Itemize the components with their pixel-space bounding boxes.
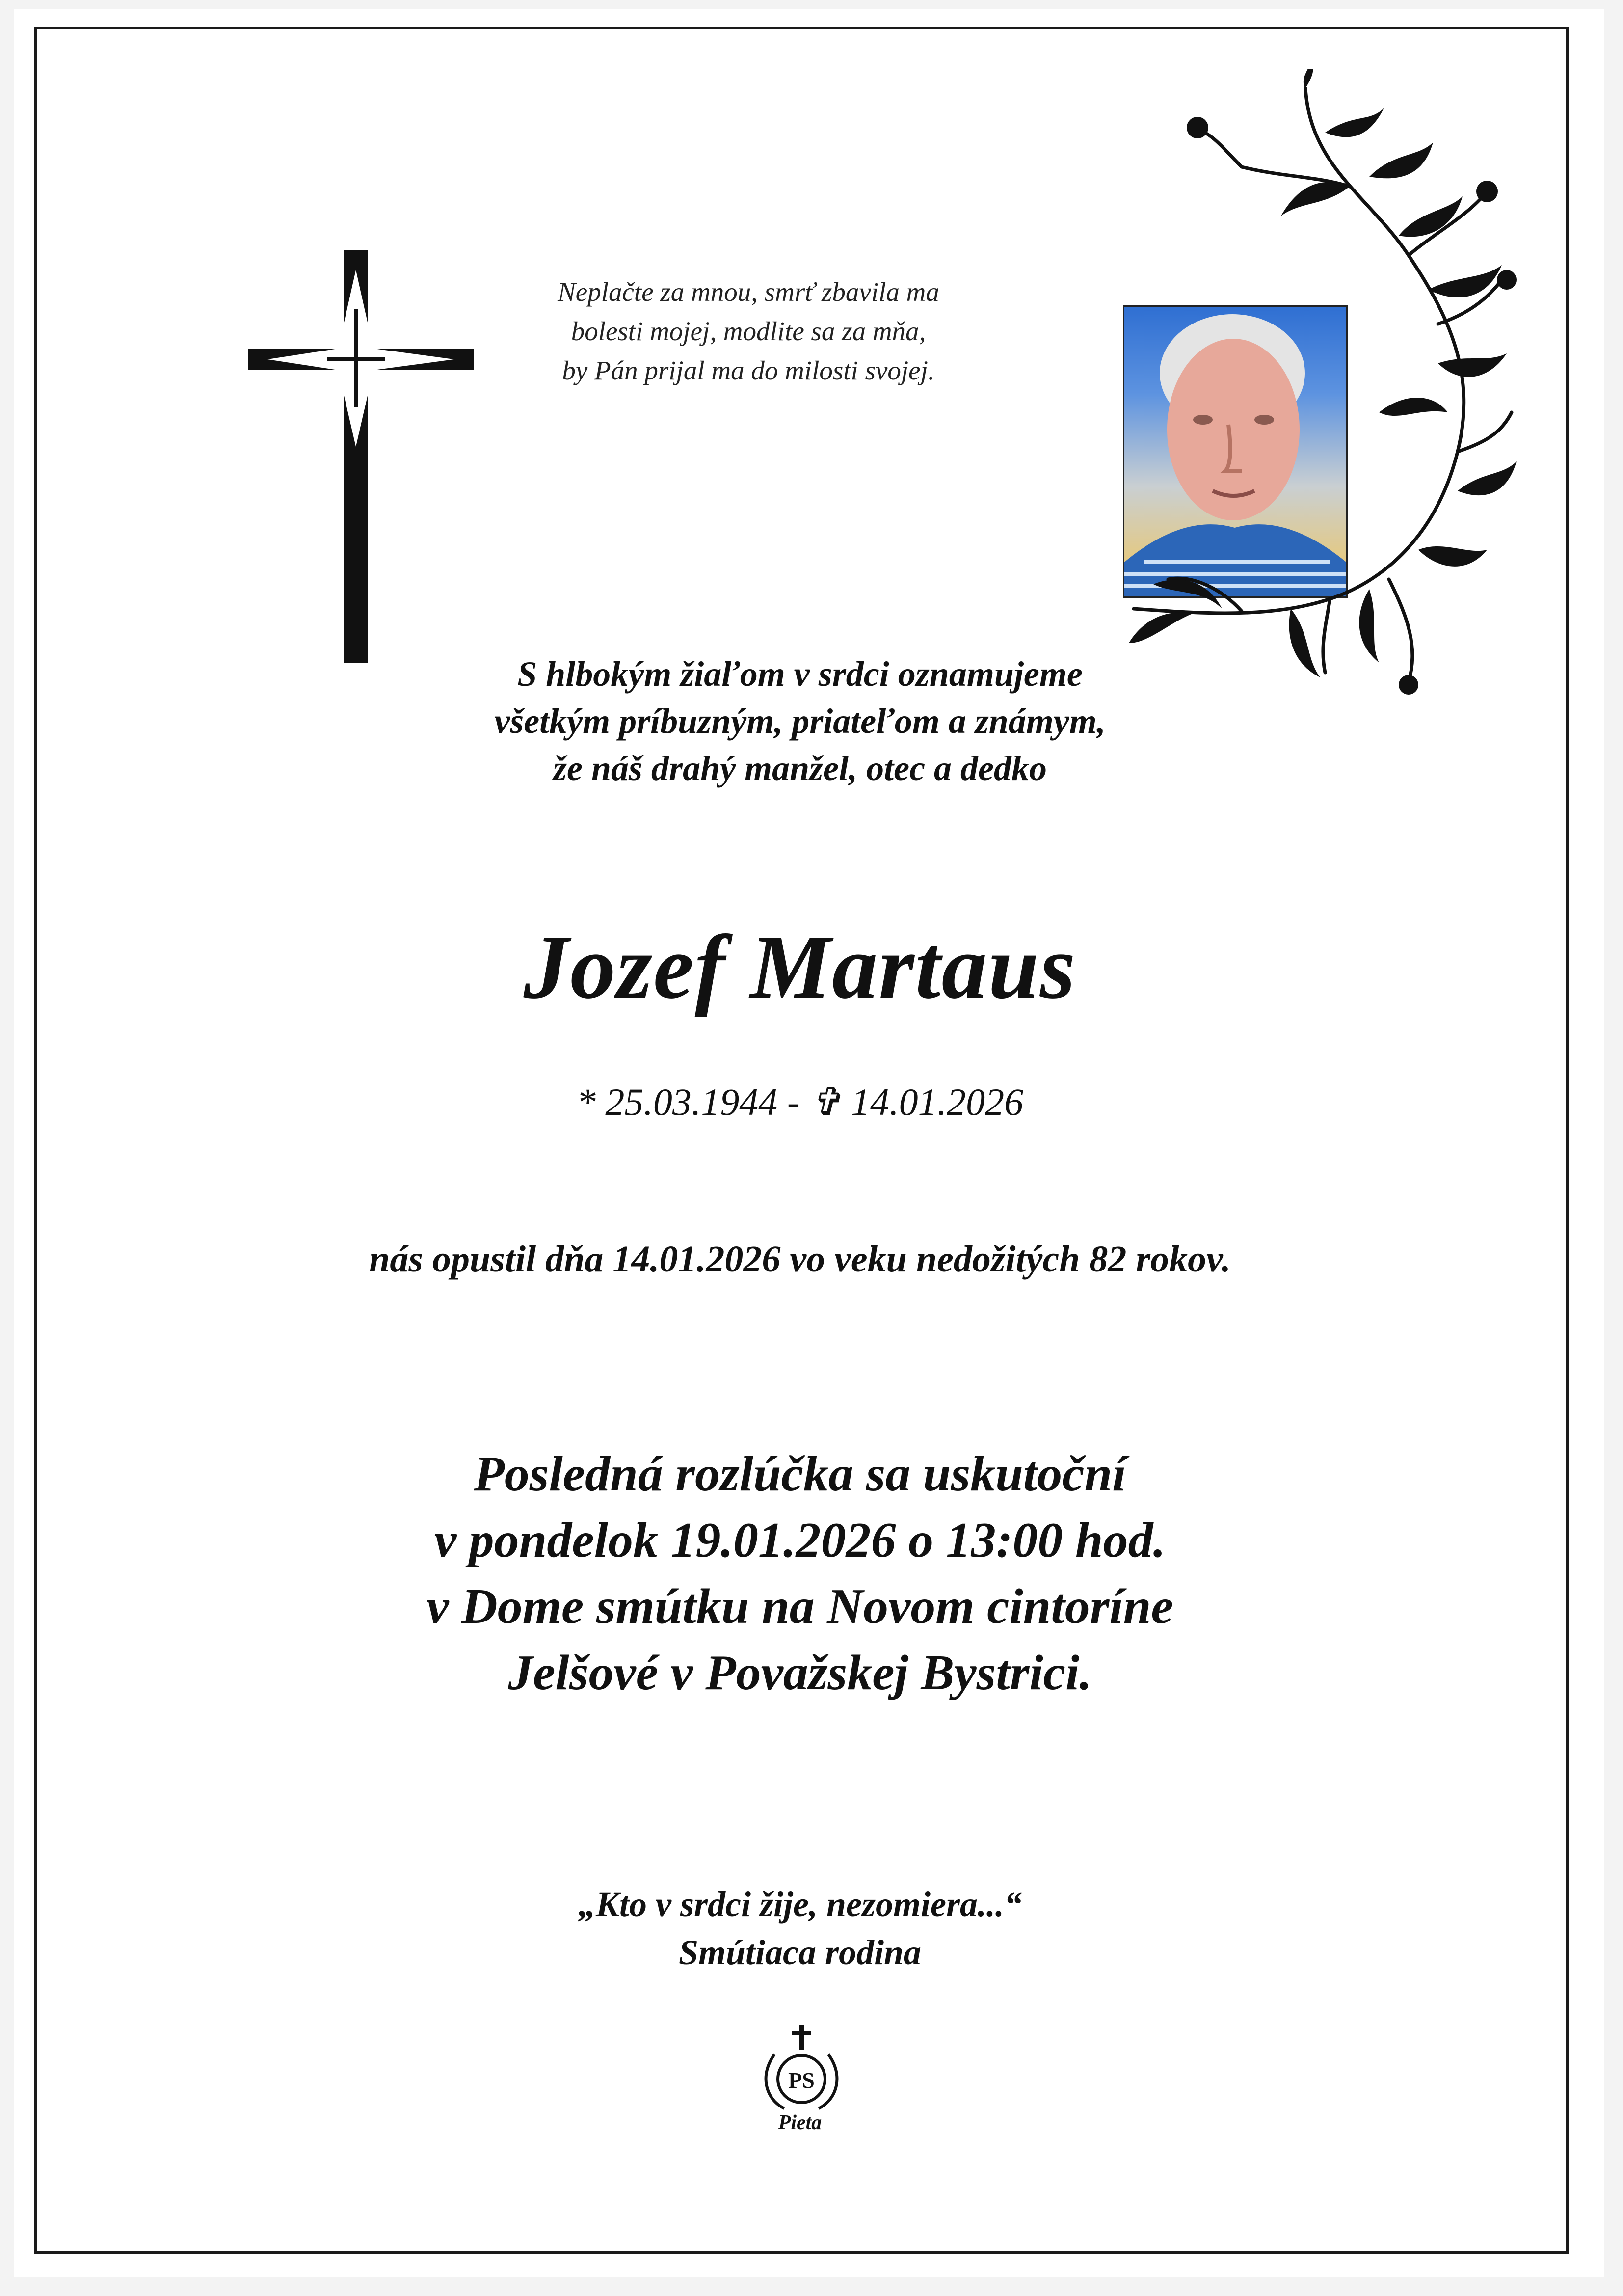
floral-vine-icon [1094, 69, 1521, 717]
logo-name: Pieta [778, 2111, 822, 2134]
family-signature: Smútiaca rodina [678, 1933, 922, 1972]
intro-line: S hlbokým žiaľom v srdci oznamujeme [517, 654, 1083, 694]
life-dates [344, 1078, 1256, 1127]
intro-line: že náš drahý manžel, otec a dedko [553, 749, 1047, 788]
funeral-details [245, 1441, 1355, 1706]
motto-quote: „Kto v srdci žije, nezomiera...“ [578, 1885, 1022, 1924]
closing-motto [393, 1880, 1207, 1976]
deceased-name: Jozef Martaus [523, 917, 1077, 1018]
funeral-line: v Dome smútku na Novom cintoríne [426, 1579, 1173, 1634]
birth-date: * 25.03.1944 - [576, 1080, 800, 1123]
verse-text [471, 272, 1026, 390]
death-cross-icon: ✞ [809, 1080, 842, 1123]
logo-monogram: PS [788, 2068, 815, 2093]
cross-icon [248, 250, 474, 663]
funeral-line: Jelšové v Považskej Bystrici. [508, 1645, 1092, 1701]
verse-line: Neplačte za mnou, smrť zbavila ma [558, 277, 939, 307]
verse-line: by Pán prijal ma do milosti svojej. [562, 355, 935, 385]
death-date: 14.01.2026 [851, 1080, 1024, 1123]
funeral-line: Posledná rozlúčka sa uskutoční [474, 1446, 1126, 1502]
funeral-line: v pondelok 19.01.2026 o 13:00 hod. [434, 1513, 1166, 1568]
verse-line: bolesti mojej, modlite sa za mňa, [571, 316, 926, 346]
announcement-intro [344, 650, 1256, 792]
intro-line: všetkým príbuzným, priateľom a známym, [494, 702, 1106, 741]
passing-statement: nás opustil dňa 14.01.2026 vo veku nedožitých 82 rokov. [369, 1239, 1231, 1280]
